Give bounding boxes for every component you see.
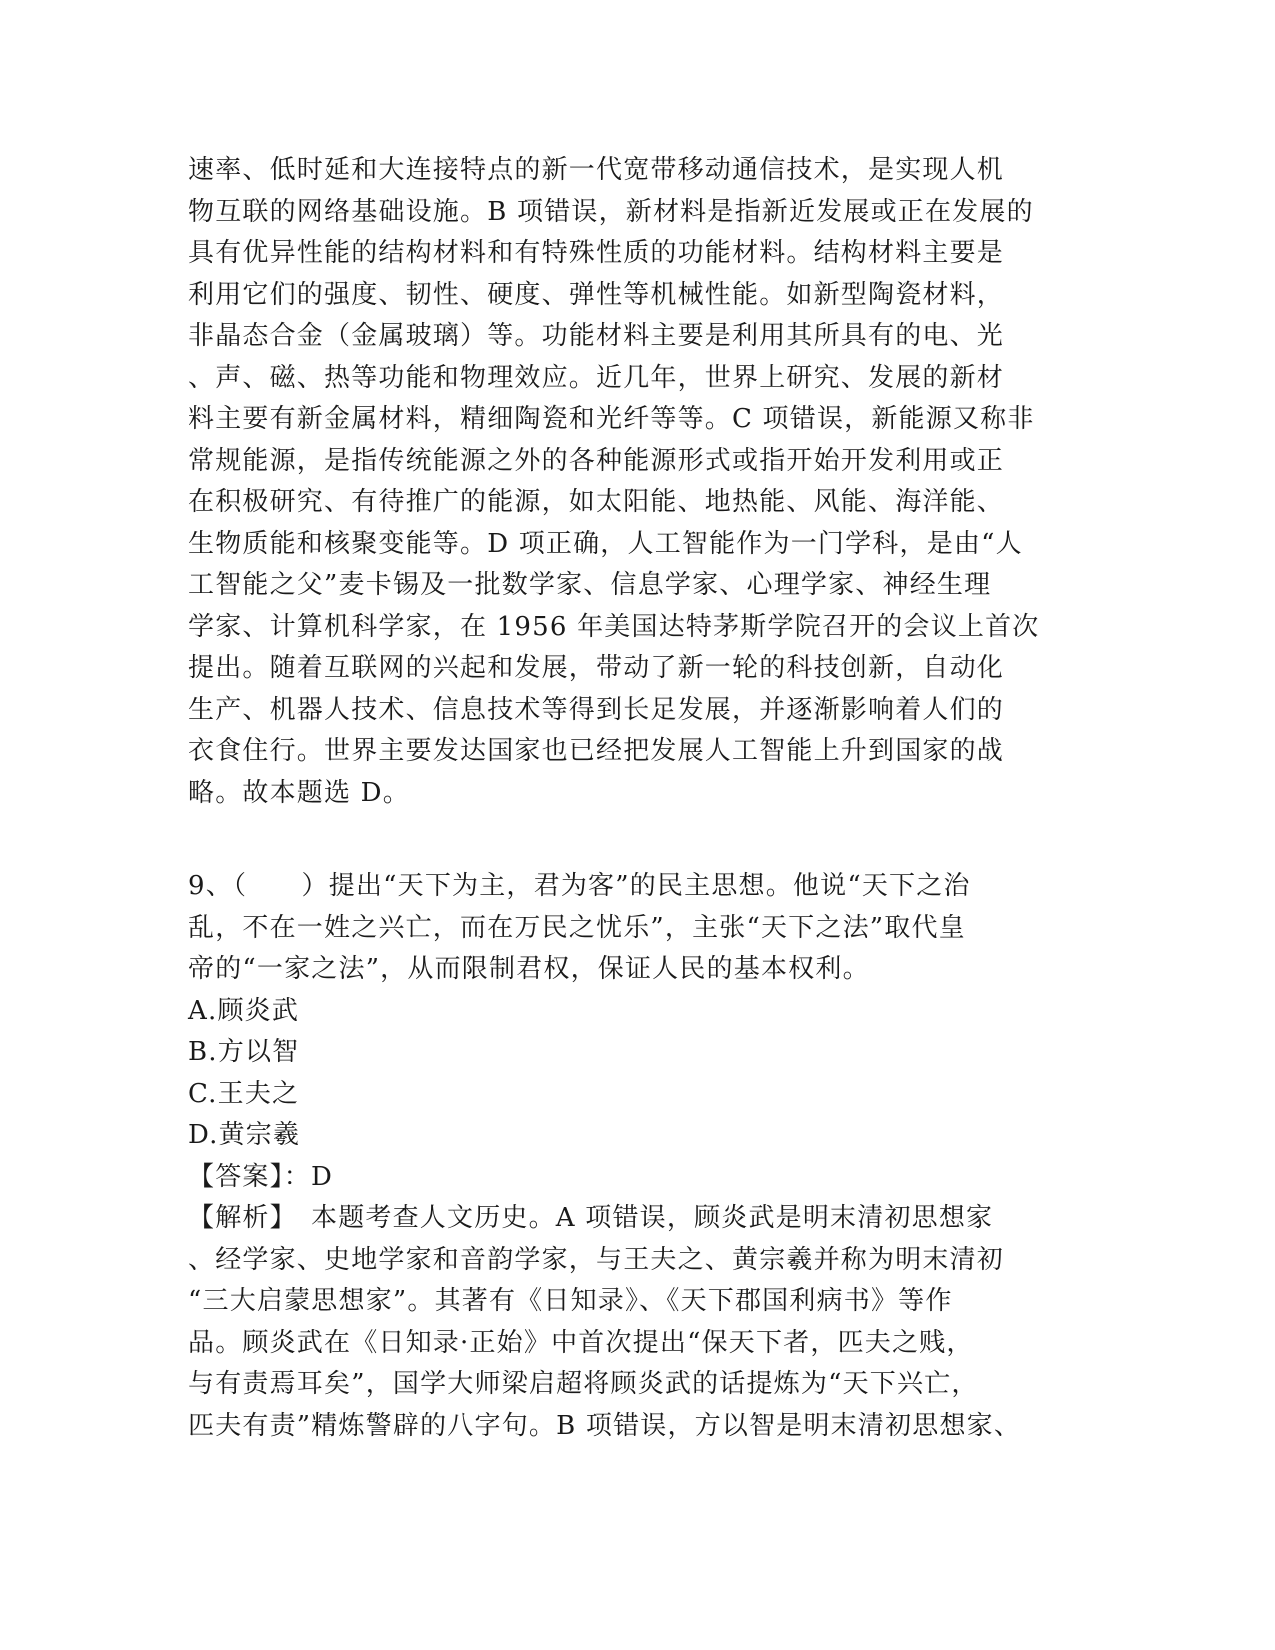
option-a: A.顾炎武	[188, 995, 300, 1026]
explanation-line: 生产、机器人技术、信息技术等得到长足发展，并逐渐影响着人们的	[188, 694, 1005, 725]
explanation-line: 工智能之父”麦卡锡及一批数学家、信息学家、心理学家、神经生理	[188, 570, 992, 600]
explanation-line: 利用它们的强度、韧性、硬度、弹性等机械性能。如新型陶瓷材料，	[188, 279, 1005, 310]
question-stem-line: 帝的“一家之法”，从而限制君权，保证人民的基本权利。	[188, 954, 870, 984]
explanation-line: 非晶态合金（金属玻璃）等。功能材料主要是利用其所具有的电、光	[188, 321, 1005, 351]
explanation-line: 生物质能和核聚变能等。D 项正确，人工智能作为一门学科，是由“人	[188, 528, 1023, 559]
analysis-line: 与有责焉耳矣”，国学大师梁启超将顾炎武的话提炼为“天下兴亡，	[188, 1369, 979, 1399]
explanation-line: 学家、计算机科学家，在 1956 年美国达特茅斯学院召开的会议上首次	[188, 611, 1040, 642]
explanation-line: 具有优异性能的结构材料和有特殊性质的功能材料。结构材料主要是	[188, 238, 1005, 268]
analysis-line: 【解析】 本题考查人文历史。A 项错误，顾炎武是明末清初思想家	[188, 1203, 994, 1233]
explanation-line: 物互联的网络基础设施。B 项错误，新材料是指新近发展或正在发展的	[188, 196, 1034, 227]
option-b: B.方以智	[188, 1037, 300, 1067]
question-stem-line: 乱，不在一姓之兴亡，而在万民之忧乐”，主张“天下之法”取代皇	[188, 912, 966, 943]
explanation-line: 常规能源，是指传统能源之外的各种能源形式或指开始开发利用或正	[188, 445, 1005, 476]
option-d: D.黄宗羲	[188, 1120, 301, 1150]
analysis-line: “三大启蒙思想家”。其著有《日知录》、《天下郡国利病书》等作	[188, 1286, 953, 1316]
option-c: C.王夫之	[188, 1078, 300, 1109]
question-9	[188, 866, 1088, 1447]
explanation-line: 略。故本题选 D。	[188, 777, 410, 808]
explanation-line: 提出。随着互联网的兴起和发展，带动了新一轮的科技创新，自动化	[188, 653, 1005, 683]
question-stem-line: 9、（ ）提出“天下为主，君为客”的民主思想。他说“天下之治	[188, 871, 971, 901]
analysis-line: 品。顾炎武在《日知录·正始》中首次提出“保天下者，匹夫之贱，	[188, 1327, 974, 1358]
explanation-line: 在积极研究、有待推广的能源，如太阳能、地热能、风能、海洋能、	[188, 487, 1005, 517]
answer-line: 【答案】：D	[188, 1161, 334, 1192]
explanation-line: 速率、低时延和大连接特点的新一代宽带移动通信技术，是实现人机	[188, 155, 1005, 185]
analysis-line: 匹夫有责”精炼警辟的八字句。B 项错误，方以智是明末清初思想家、	[188, 1410, 1022, 1441]
explanation-line: 料主要有新金属材料，精细陶瓷和光纤等等。C 项错误，新能源又称非	[188, 404, 1035, 434]
explanation-line: 衣食住行。世界主要发达国家也已经把发展人工智能上升到国家的战	[188, 736, 1005, 766]
explanation-line: 、声、磁、热等功能和物理效应。近几年，世界上研究、发展的新材	[188, 362, 1005, 393]
previous-explanation	[188, 150, 1088, 814]
analysis-line: 、经学家、史地学家和音韵学家，与王夫之、黄宗羲并称为明末清初	[188, 1244, 1005, 1275]
